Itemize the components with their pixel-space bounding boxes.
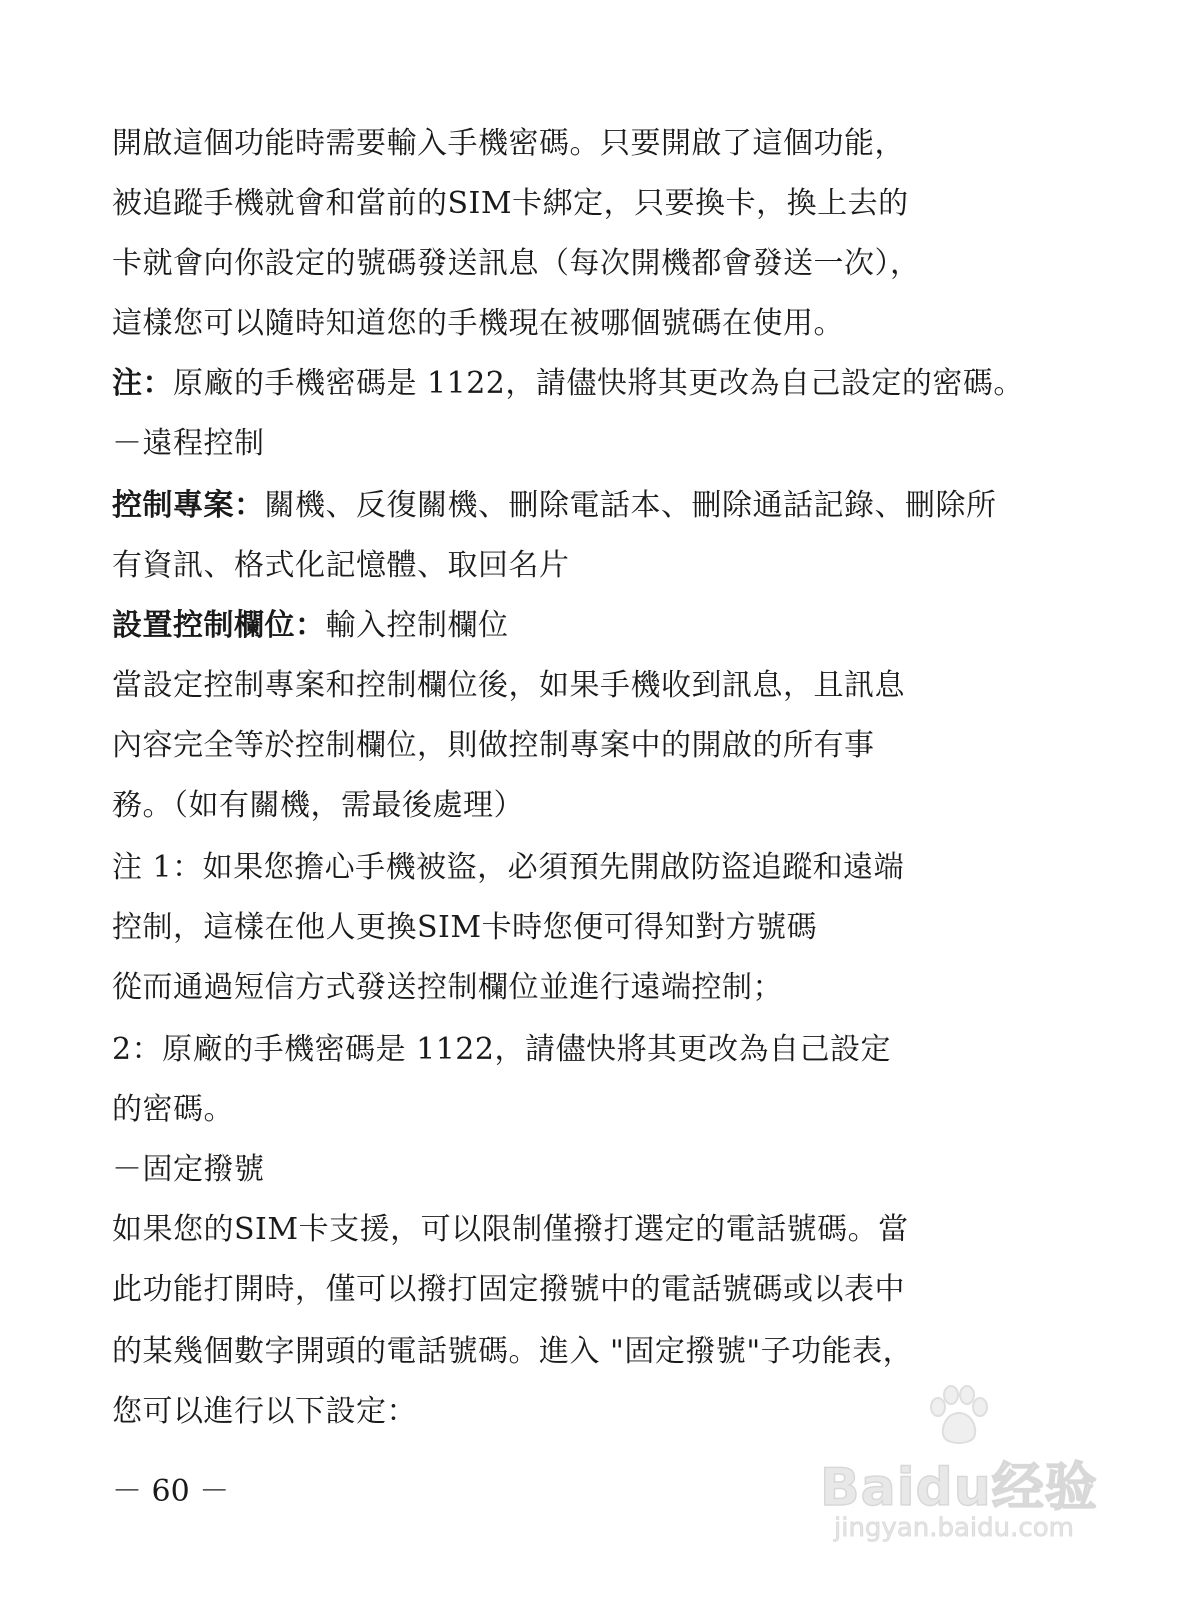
text-line-12: 務。（如有關機，需最後處理） [112,788,524,823]
text-line-19: 如果您的SIM卡支援，可以限制僅撥打選定的電話號碼。當 [112,1212,909,1247]
text-line-16: 2：原廠的手機密碼是 1122，請儘快將其更改為自己設定 [112,1032,891,1067]
control-items-text: 關機、反復關機、刪除電話本、刪除通話記錄、刪除所 [264,488,997,523]
text-line-3: 卡就會向你設定的號碼發送訊息（每次開機都會發送一次）， [112,246,921,281]
watermark-url: jingyan.baidu.com [834,1513,1074,1543]
text-line-11: 內容完全等於控制欄位，則做控制專案中的開啟的所有事 [112,728,875,763]
text-line-21: 的某幾個數字開頭的電話號碼。進入 "固定撥號"子功能表， [112,1334,914,1369]
set-control-field-label: 設置控制欄位： [112,608,326,643]
text-line-17: 的密碼。 [112,1092,234,1127]
note-text: 原廠的手機密碼是 1122，請儘快將其更改為自己設定的密碼。 [173,366,1024,401]
watermark-brand: Baidu经验 [820,1458,1098,1518]
text-line-7 [112,486,997,526]
set-control-field-text: 輸入控制欄位 [325,608,509,643]
text-line-5 [112,364,1024,404]
text-line-22: 您可以進行以下設定： [112,1394,417,1429]
baidu-watermark [820,1385,1100,1555]
text-line-14: 控制，這樣在他人更換SIM卡時您便可得知對方號碼 [112,910,818,945]
text-line-4: 這樣您可以隨時知道您的手機現在被哪個號碼在使用。 [112,306,844,341]
text-line-20: 此功能打開時，僅可以撥打固定撥號中的電話號碼或以表中 [112,1272,905,1307]
note-label: 注： [112,366,173,401]
text-line-13: 注 1：如果您擔心手機被盜，必須預先開啟防盜追蹤和遠端 [112,850,905,885]
text-line-8: 有資訊、格式化記憶體、取回名片 [112,548,570,583]
page-number: － 60 － [112,1474,230,1509]
text-line-1: 開啟這個功能時需要輸入手機密碼。只要開啟了這個功能， [112,126,905,161]
text-line-9 [112,606,509,646]
paw-icon [924,1385,994,1447]
section-heading-fixed-dialing: －固定撥號 [112,1152,265,1187]
section-heading-remote-control: －遠程控制 [112,426,265,461]
text-line-10: 當設定控制專案和控制欄位後，如果手機收到訊息，且訊息 [112,668,905,703]
text-line-15: 從而通過短信方式發送控制欄位並進行遠端控制； [112,970,783,1005]
text-line-2: 被追蹤手機就會和當前的SIM卡綁定，只要換卡，換上去的 [112,186,909,221]
control-items-label: 控制專案： [112,488,265,523]
